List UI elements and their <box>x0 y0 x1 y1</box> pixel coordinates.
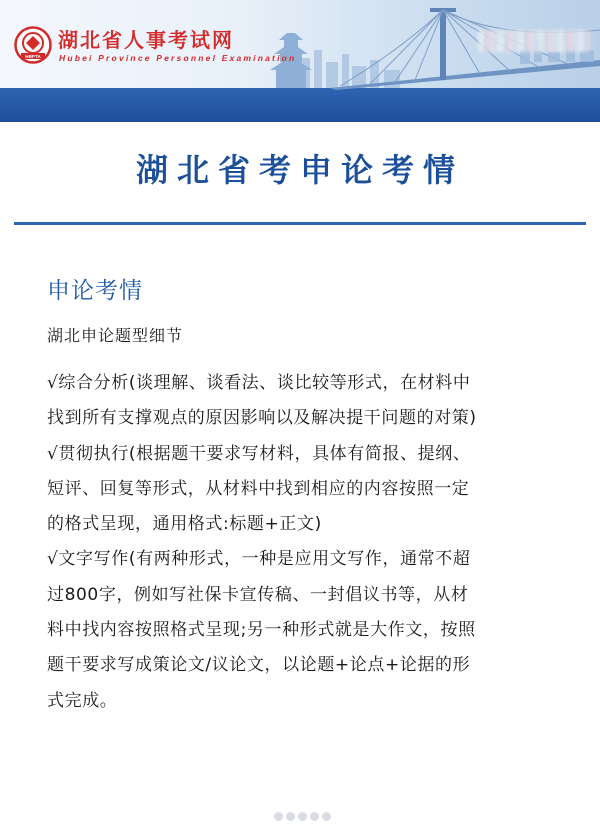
body-line: 料中找内容按照格式呈现;另一种形式就是大作文，按照 <box>47 620 476 641</box>
body-line: 找到所有支撑观点的原因影响以及解决提干问题的对策) <box>47 408 477 429</box>
section-body <box>47 366 562 719</box>
page-dot[interactable] <box>310 812 319 821</box>
page-dot[interactable] <box>298 812 307 821</box>
body-line: 过800字，例如写社保卡宣传稿、一封倡议书等，从材 <box>47 584 469 605</box>
title-divider <box>14 222 586 225</box>
body-line: 式完成。 <box>47 690 118 711</box>
page-dot[interactable] <box>286 812 295 821</box>
header-banner <box>0 0 600 122</box>
body-line: √综合分析(谈理解、谈看法、谈比较等形式，在材料中 <box>47 373 471 393</box>
body-line: √文字写作(有两种形式，一种是应用文写作，通常不超 <box>47 549 471 570</box>
body-line: 题干要求写成策论文/议论文，以论题+论点+论据的形 <box>47 655 471 676</box>
emblem-label: HBPTA <box>25 54 41 59</box>
body-line: 的格式呈现，通用格式:标题+正文) <box>47 514 322 535</box>
body-line: 短评、回复等形式，从材料中找到相应的内容按照一定 <box>47 478 470 499</box>
section-heading: 申论考情 <box>47 278 143 304</box>
page-dot[interactable] <box>322 812 331 821</box>
site-name: 湖北省人事考试网 <box>58 28 234 52</box>
blurred-watermark <box>478 30 590 52</box>
page-title: 湖北省考申论考情 <box>135 151 464 189</box>
section-subheading: 湖北申论题型细节 <box>47 326 184 345</box>
hbpta-emblem-icon <box>14 26 52 64</box>
page-indicator <box>274 812 331 821</box>
page-dot[interactable] <box>274 812 283 821</box>
site-name-en: Hubei Province Personnel Examination <box>59 53 297 63</box>
body-line: √贯彻执行(根据题干要求写材料，具体有简报、提纲、 <box>47 443 471 464</box>
